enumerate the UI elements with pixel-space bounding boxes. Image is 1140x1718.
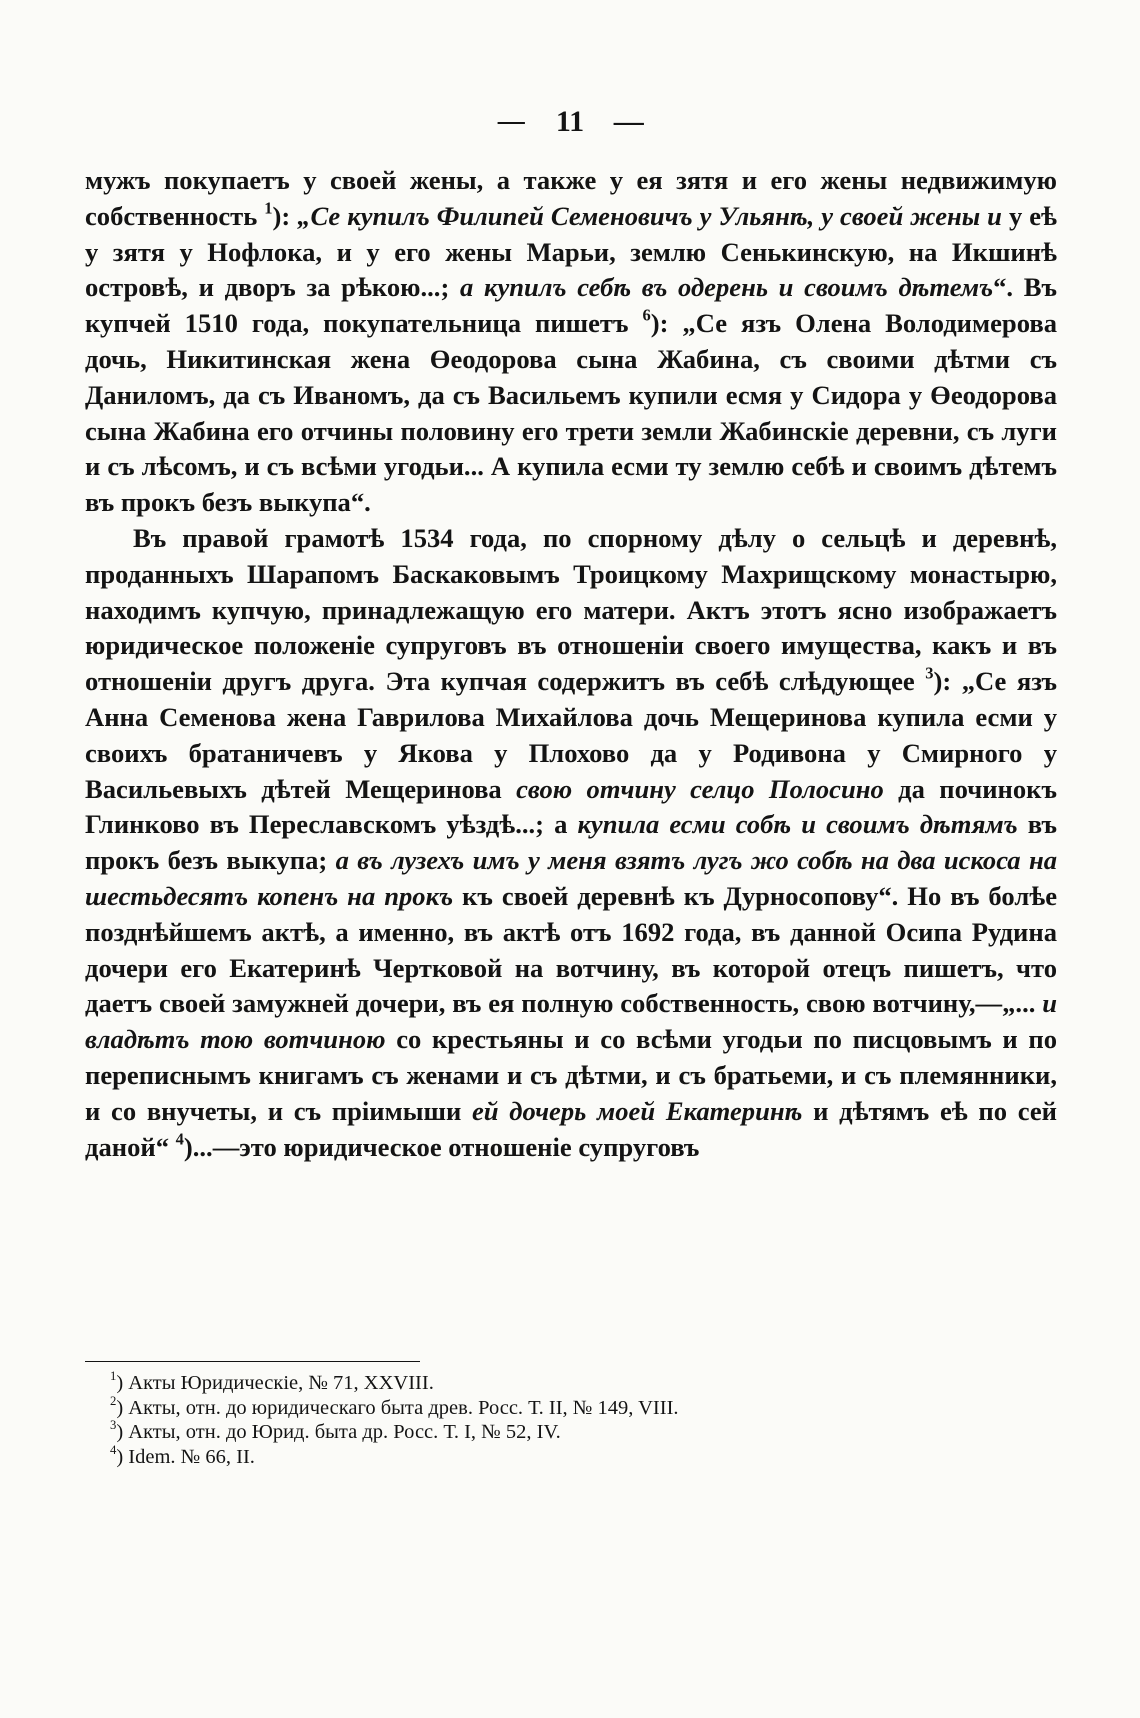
text-run: и дѣтямъ eѣ по сей даной“ — [85, 1095, 1057, 1162]
footnote-1 — [110, 1371, 1010, 1396]
text-run: ): „Се язъ Олена Володимерова дочь, Никитинская жена Өеодорова сына Жабина, съ своими дѣтми съ Даниломъ, да съ Иваномъ, да съ Васильемъ купили есмя у Сидора у Өеодорова сына Жабина его отчины половину его трети земли Жабинскiе деревни, съ луги и съ лѣсомъ, и съ всѣми угодьи... А купила есми ту землю себѣ и своимъ дѣтемъ въ прокъ безъ выкупа“. — [85, 308, 1058, 518]
text-run: года, покупательница пишетъ — [237, 308, 643, 339]
text-run: года, въ данной Осипа Рудина дочери его Екатеринѣ Чертковой на вотчину, въ которой отецъ пишетъ, что даетъ своей замужней дочери, въ ея полную собственность, свою вотчину,—„... — [85, 916, 1057, 1019]
italic-quote: свою отчину селцо Полосино — [516, 773, 884, 804]
footnote-text: ) Акты Юридическiе, № 71, XXVIII. — [116, 1372, 434, 1394]
page-number: 11 — [555, 105, 585, 138]
italic-quote: ей дочерь моей Екатеринѣ — [472, 1095, 803, 1126]
footnote-ref-1: 1 — [264, 198, 273, 218]
paragraph-1 — [85, 163, 1057, 521]
footnote-divider — [85, 1361, 420, 1362]
footnote-mark: 1 — [110, 1369, 117, 1384]
page-header — [0, 104, 1140, 139]
footnote-ref-3: 3 — [925, 663, 934, 683]
footnote-text: ) Idem. № 66, II. — [116, 1445, 255, 1468]
text-run: ): — [272, 200, 298, 231]
year-1534: 1534 — [400, 522, 454, 553]
italic-quote: купила есми собѣ и своимъ дѣтямъ — [577, 809, 1018, 840]
paragraph-2 — [85, 521, 1057, 1165]
text-run: )...—это юридическое отношенiе супруговъ — [183, 1131, 700, 1162]
italic-quote: а въ лузехъ имъ у меня взятъ лугъ жо собѣ на два искоса на шестьдесятъ копенъ на прокъ — [85, 845, 1058, 911]
text-run: “. Въ купчей — [85, 272, 1057, 339]
footnote-mark: 3 — [110, 1418, 117, 1433]
footnote-text: ) Акты, отн. до юридическаго быта древ. Росс. Т. II, № 149, VIII. — [116, 1396, 679, 1419]
footnote-text: ) Акты, отн. до Юрид. быта др. Росс. Т. I, № 52, IV. — [116, 1421, 561, 1443]
footnotes — [110, 1371, 1010, 1469]
footnote-ref-6: 6 — [642, 305, 651, 325]
text-run: у eѣ у зятя у Нофлока, и у его жены Марьи, землю Сенькинскую, на Икшинѣ островѣ, и дворъ за рѣкою...; — [85, 200, 1057, 303]
text-run: года, по спорному дѣлу о сельцѣ и деревнѣ, проданныхъ Шарапомъ Баскаковымъ Троицкому Махрищскому монастырю, находимъ купчую, принадлежащую его матери. Актъ этотъ ясно изображаетъ юридическое положенiе супруговъ въ отношенiи своего имущества, какъ и въ отношенiи другъ друга. Эта купчая содержитъ въ себѣ слѣдующее — [85, 522, 1057, 697]
text-run: ): „Се язъ Анна Семенова жена Гаврилова Михайлова дочь Мещеринова купила есми у своихъ братаничевъ у Якова у Плохово да у Родивона у Смирного у Васильевыхъ дѣтей Мещеринова — [85, 666, 1057, 804]
footnote-mark: 4 — [110, 1442, 117, 1457]
italic-quote: „Се купилъ Филипей Семеновичъ у Ульянѣ, у своей жены и — [297, 200, 1002, 231]
text-run: къ своей деревнѣ къ Дурносопову“. Но въ болѣе позднѣйшемъ актѣ, а именно, въ актѣ отъ — [85, 880, 1058, 947]
footnote-4 — [110, 1442, 1010, 1470]
footnote-mark: 2 — [110, 1393, 117, 1408]
year-1510: 1510 — [184, 308, 238, 339]
header-dash-left: — — [496, 104, 527, 139]
header-dash-right: — — [613, 105, 644, 138]
text-run: въ прокъ безъ выкупа; — [85, 809, 1057, 876]
body-text — [85, 163, 1057, 1165]
footnote-2 — [110, 1393, 1010, 1421]
text-run: да починокъ Глинково въ Переславскомъ уѣздѣ...; а — [85, 773, 1057, 840]
italic-quote: а купилъ себѣ въ одерень и своимъ дѣтемъ — [460, 272, 994, 303]
text-run: мужъ покупаетъ у своей жены, а также у ея зятя и его жены недвижимую собственность — [85, 165, 1057, 231]
text-run: Въ правой грамотѣ — [133, 522, 401, 553]
text-run: со крестьяны и со всѣми угодьи по писцовымъ и по переписнымъ книгамъ съ женами и съ дѣтми, и съ братьеми, и съ племянники, и со внучеты, и съ прiимыши — [85, 1024, 1057, 1126]
footnote-3 — [110, 1420, 1010, 1445]
italic-quote: и владѣтъ тою вотчиною — [85, 988, 1057, 1055]
footnote-ref-4: 4 — [175, 1128, 184, 1148]
year-1692: 1692 — [621, 916, 675, 947]
